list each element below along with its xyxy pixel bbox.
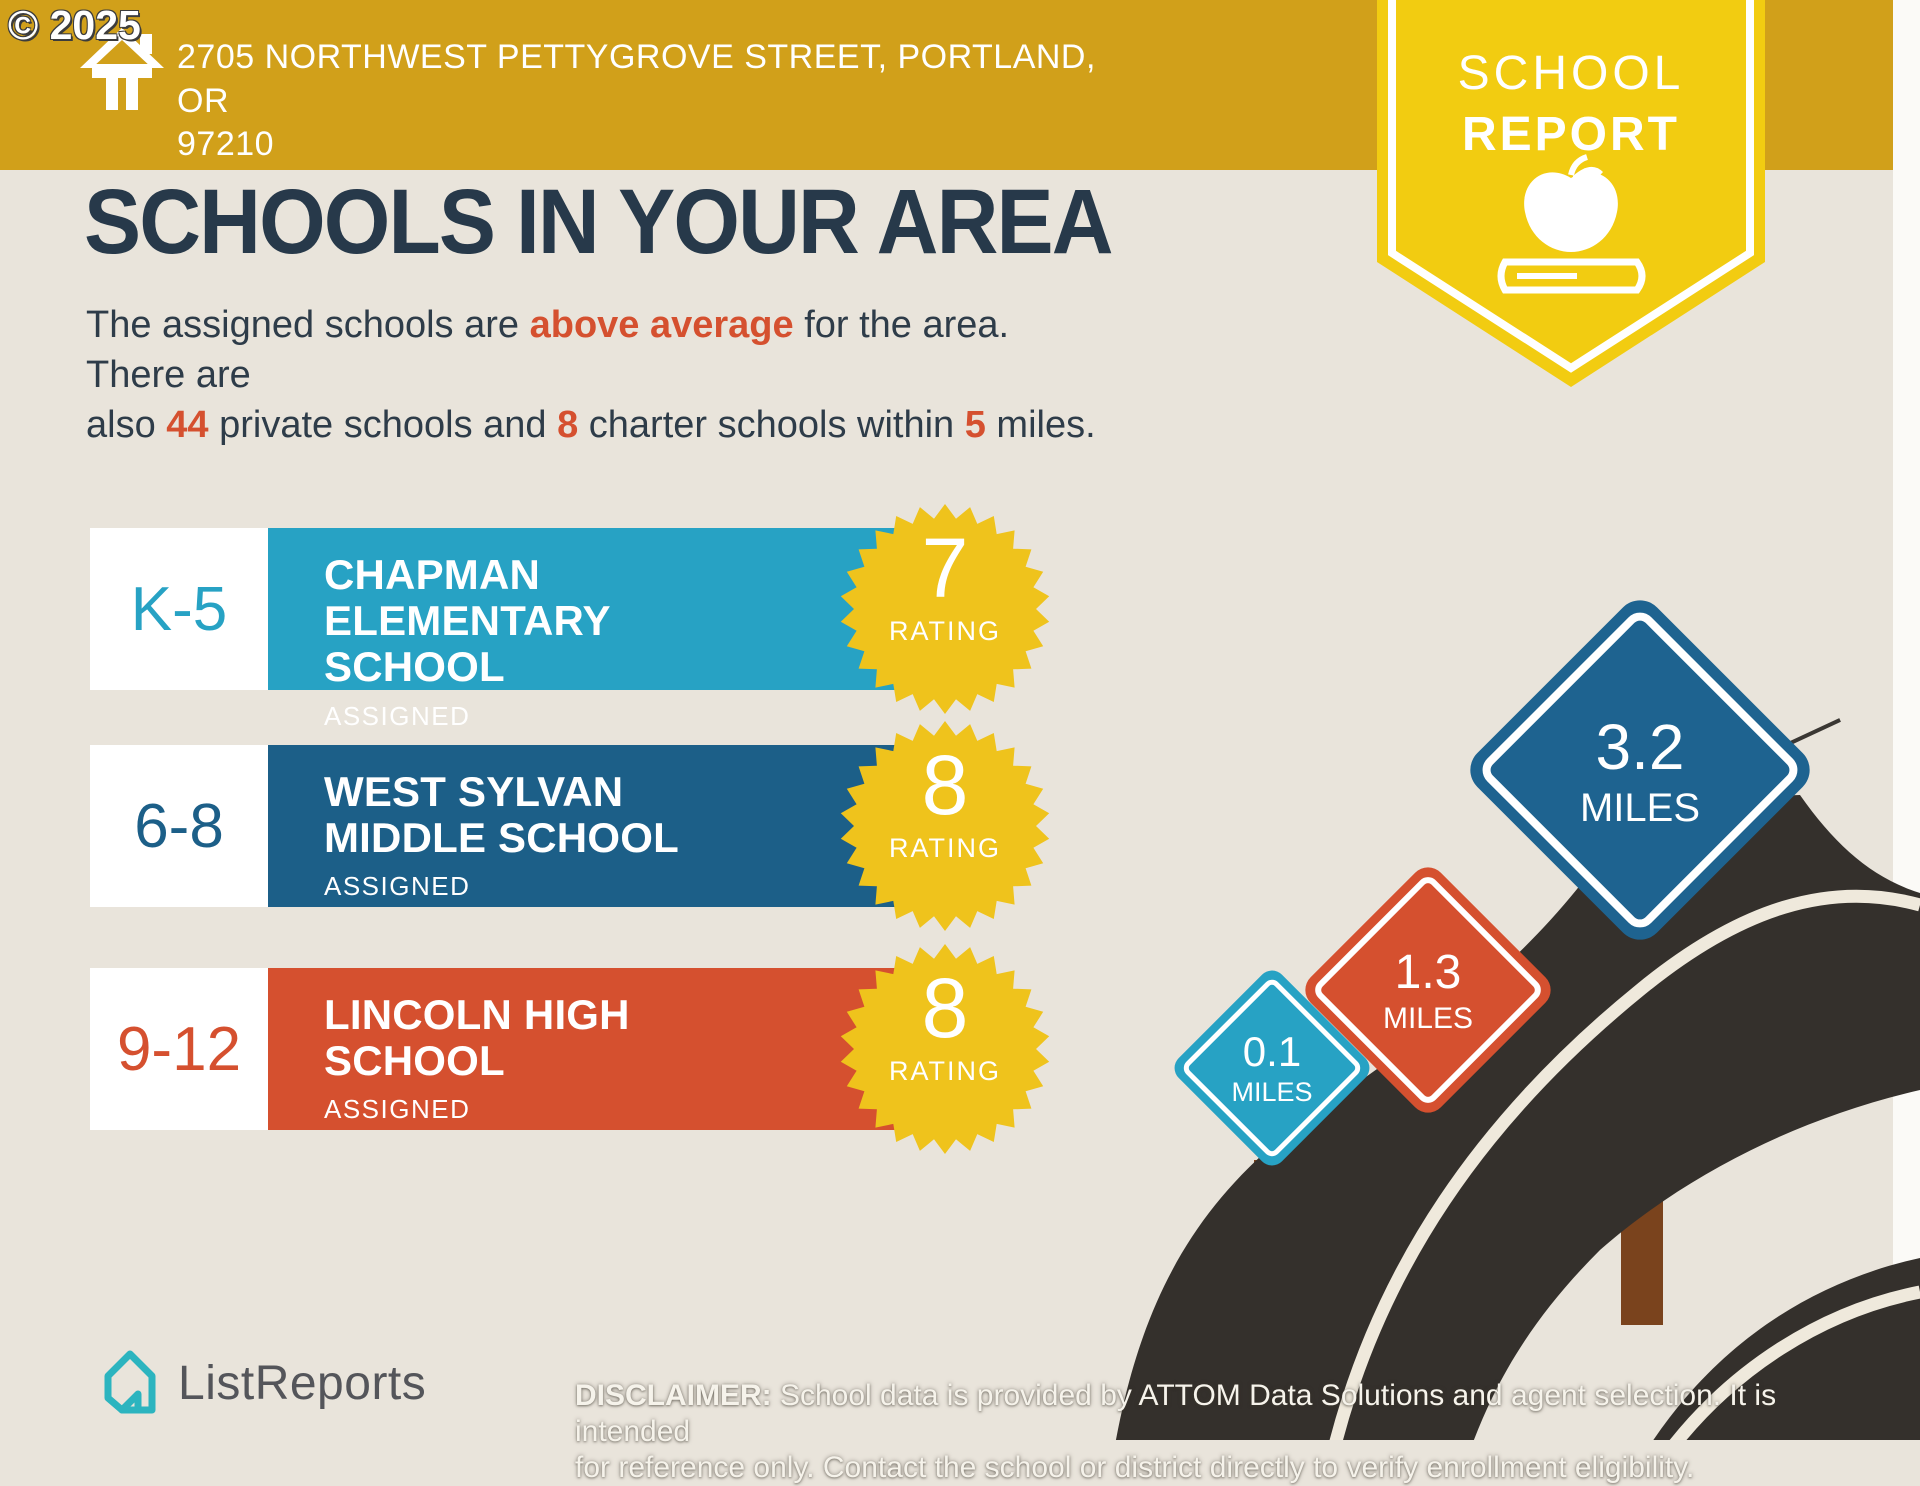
highlight-private-count: 44 bbox=[166, 404, 209, 447]
highlight-above-average: above average bbox=[529, 304, 794, 346]
school-name: LINCOLN HIGH SCHOOL bbox=[324, 991, 630, 1085]
distance-value: 1.3 bbox=[1394, 945, 1462, 999]
badge-line-report: REPORT bbox=[1461, 108, 1680, 161]
disclaimer-text: DISCLAIMER: School data is provided by ATTOM Data Solutions and agent selection. It is intended for reference only. Contact the school or district directly to verify enrollment eligibility. bbox=[575, 1379, 1777, 1484]
distance-sign-near bbox=[1199, 995, 1345, 1141]
rating-number: 8 bbox=[921, 961, 969, 1055]
rating-label: RATING bbox=[889, 616, 1001, 646]
grade-range-badge: K-5 bbox=[90, 528, 268, 690]
highlight-charter-count: 8 bbox=[557, 404, 579, 447]
distance-unit: MILES bbox=[1579, 785, 1701, 830]
distance-unit: MILES bbox=[1231, 1077, 1313, 1107]
school-name: WEST SYLVAN MIDDLE SCHOOL bbox=[324, 768, 679, 862]
school-name: CHAPMAN ELEMENTARY SCHOOL bbox=[324, 551, 610, 691]
listreports-house-icon bbox=[98, 1348, 162, 1418]
copyright-watermark: © 2025 bbox=[8, 2, 141, 48]
assigned-label: ASSIGNED bbox=[324, 871, 471, 902]
badge-title bbox=[1377, 46, 1765, 162]
listreports-wordmark: ListReports bbox=[178, 1356, 427, 1410]
distance-unit: MILES bbox=[1382, 1001, 1474, 1035]
listreports-logo bbox=[98, 1348, 426, 1418]
page-title: SCHOOLS IN YOUR AREA bbox=[84, 171, 1112, 273]
address-line-1: 2705 NORTHWEST PETTYGROVE STREET, PORTLAND, OR bbox=[177, 38, 1096, 120]
distance-value: 3.2 bbox=[1595, 710, 1685, 783]
rating-number: 8 bbox=[921, 738, 969, 832]
grade-range-badge: 9-12 bbox=[90, 968, 268, 1130]
rating-label: RATING bbox=[889, 833, 1001, 863]
disclaimer-label: DISCLAIMER: bbox=[575, 1379, 772, 1412]
rating-label: RATING bbox=[889, 1056, 1001, 1086]
address-line-2: 97210 bbox=[177, 125, 275, 164]
badge-line-school: SCHOOL bbox=[1457, 47, 1685, 100]
distance-sign-far bbox=[1513, 643, 1767, 897]
assigned-label: ASSIGNED bbox=[324, 700, 471, 731]
assigned-label: ASSIGNED bbox=[324, 1094, 471, 1125]
highlight-radius: 5 bbox=[964, 404, 986, 447]
distance-sign-mid bbox=[1336, 898, 1520, 1082]
grade-range-badge: 6-8 bbox=[90, 745, 268, 907]
distance-value: 0.1 bbox=[1242, 1028, 1302, 1075]
rating-number: 7 bbox=[921, 521, 969, 615]
summary-text: The assigned schools are above average for the area. There are also 44 private schools and 8 charter schools within 5 miles. bbox=[86, 304, 1096, 447]
